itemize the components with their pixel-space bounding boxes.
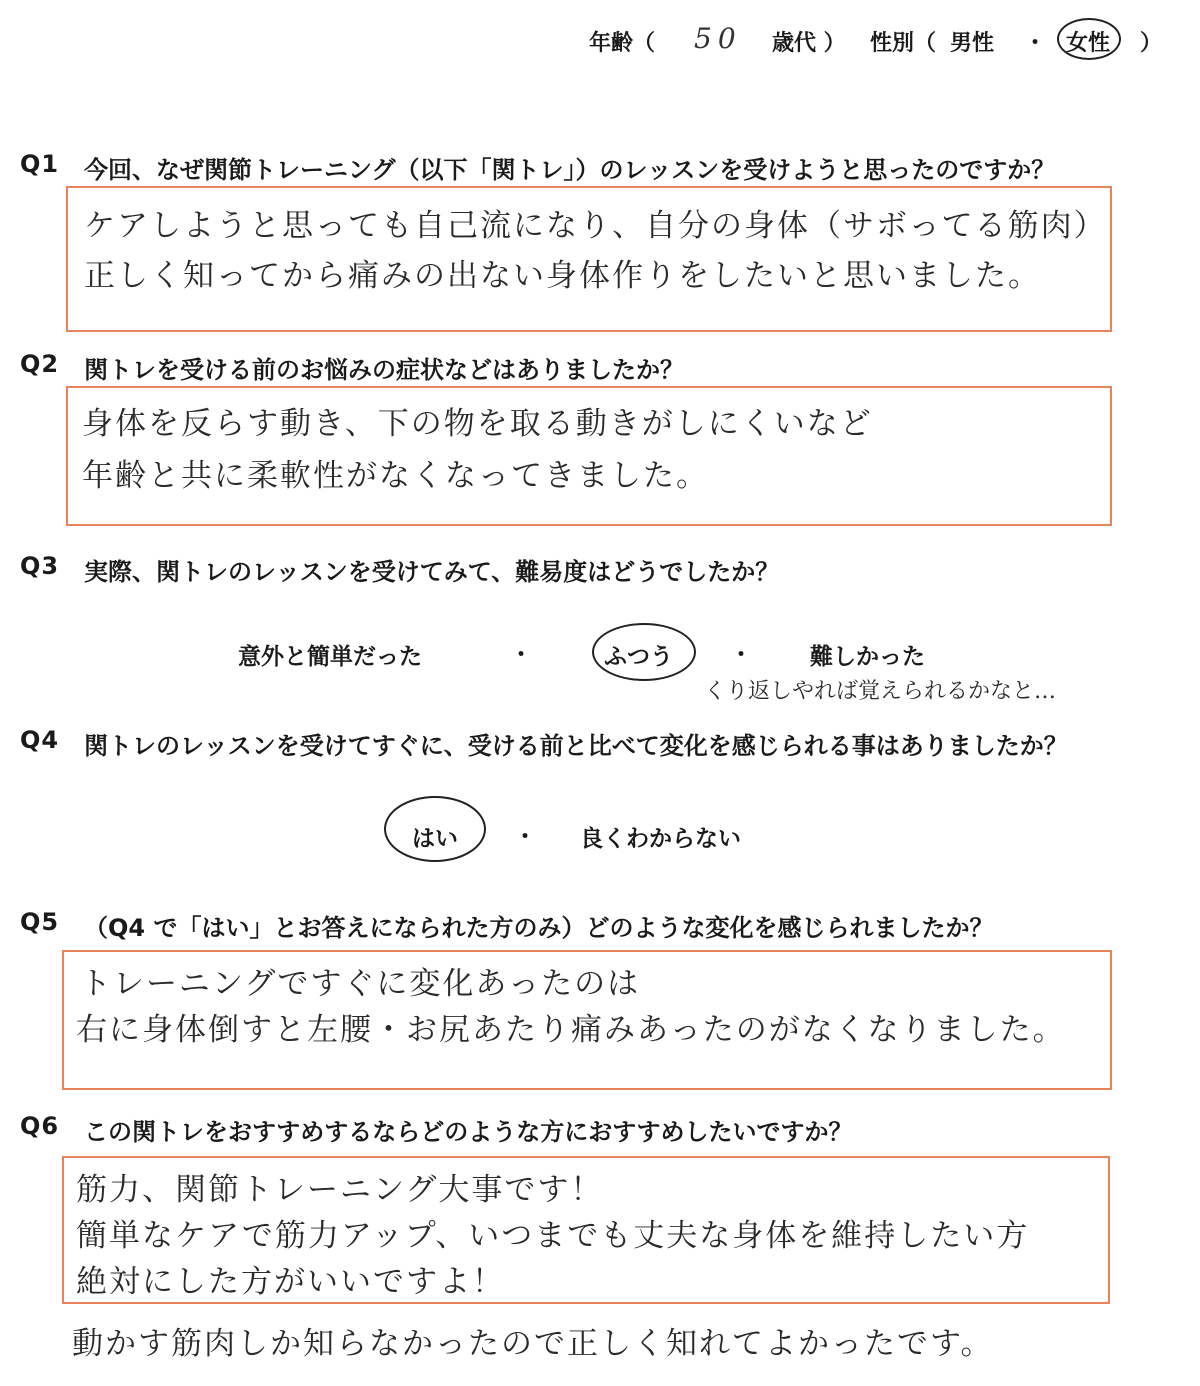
- q4-option-unsure: 良くわからない: [580, 826, 741, 852]
- q5-answer-line-1: トレーニングですぐに変化あったのは: [80, 966, 641, 1002]
- q4-option-yes: はい: [412, 826, 458, 852]
- q5-number: Q5: [20, 908, 60, 936]
- q3-normal-circle-mark: [592, 623, 696, 681]
- q5-question: （Q4 で「はい」とお答えになられた方のみ）どのような変化を感じられましたか？: [84, 914, 994, 942]
- footer-handwritten-note: 動かす筋肉しか知らなかったので正しく知れてよかったです。: [72, 1326, 994, 1362]
- gender-female: 女性: [1066, 31, 1111, 56]
- q6-answer-box: [62, 1156, 1110, 1304]
- q5-answer-line-2: 右に身体倒すと左腰・お尻あたり痛みあったのがなくなりました。: [76, 1012, 1066, 1048]
- q4-separator: ・: [514, 825, 537, 850]
- gender-close: ）: [1140, 31, 1163, 56]
- q3-option-easy: 意外と簡単だった: [238, 644, 422, 670]
- q1-question: 今回、なぜ関節トレーニング（以下「関トレ」）のレッスンを受けようと思ったのですか？: [84, 156, 1056, 184]
- q2-answer-box: [66, 386, 1112, 526]
- q3-separator-2: ・: [730, 643, 753, 668]
- q6-answer-line-1: 筋力、関節トレーニング大事です！: [76, 1172, 604, 1208]
- q1-answer-box: [66, 186, 1112, 332]
- gender-male: 男性: [950, 31, 995, 56]
- q2-answer-line-2: 年齢と共に柔軟性がなくなってきました。: [82, 458, 709, 494]
- q4-question: 関トレのレッスンを受けてすぐに、受ける前と比べて変化を感じられる事はありましたか？: [84, 732, 1068, 760]
- age-suffix: 歳代 ）: [772, 31, 846, 56]
- female-circle-mark: [1057, 18, 1121, 60]
- gender-label: 性別（: [870, 31, 937, 56]
- age-value: 50: [694, 22, 742, 55]
- q6-answer-line-2: 簡単なケアで筋力アップ、いつまでも丈夫な身体を維持したい方: [76, 1218, 1030, 1254]
- gender-separator: ・: [1024, 31, 1047, 56]
- q4-number: Q4: [20, 726, 60, 754]
- q6-number: Q6: [20, 1112, 60, 1140]
- q2-answer-line-1: 身体を反らす動き、下の物を取る動きがしにくいなど: [82, 406, 873, 442]
- q3-separator-1: ・: [510, 643, 533, 668]
- age-label: 年齢（: [589, 31, 656, 56]
- q6-question: この関トレをおすすめするならどのような方におすすめしたいですか？: [84, 1118, 853, 1146]
- q1-answer-line-2: 正しく知ってから痛みの出ない身体作りをしたいと思いました。: [84, 258, 1041, 294]
- q3-option-normal: ふつう: [604, 644, 673, 670]
- q5-answer-box: [62, 950, 1112, 1090]
- q1-number: Q1: [20, 150, 60, 178]
- q2-question: 関トレを受ける前のお悩みの症状などはありましたか？: [84, 356, 684, 384]
- q6-answer-line-3: 絶対にした方がいいですよ！: [76, 1264, 505, 1300]
- q3-handwritten-note: くり返しやれば覚えられるかなと…: [704, 679, 1057, 704]
- q1-answer-line-1: ケアしようと思っても自己流になり、自分の身体（サボってる筋肉）: [84, 208, 1107, 244]
- q3-number: Q3: [20, 552, 60, 580]
- q2-number: Q2: [20, 350, 60, 378]
- q3-option-hard: 難しかった: [810, 644, 925, 670]
- q3-question: 実際、関トレのレッスンを受けてみて、難易度はどうでしたか？: [84, 558, 780, 586]
- q4-yes-circle-mark: [384, 796, 486, 862]
